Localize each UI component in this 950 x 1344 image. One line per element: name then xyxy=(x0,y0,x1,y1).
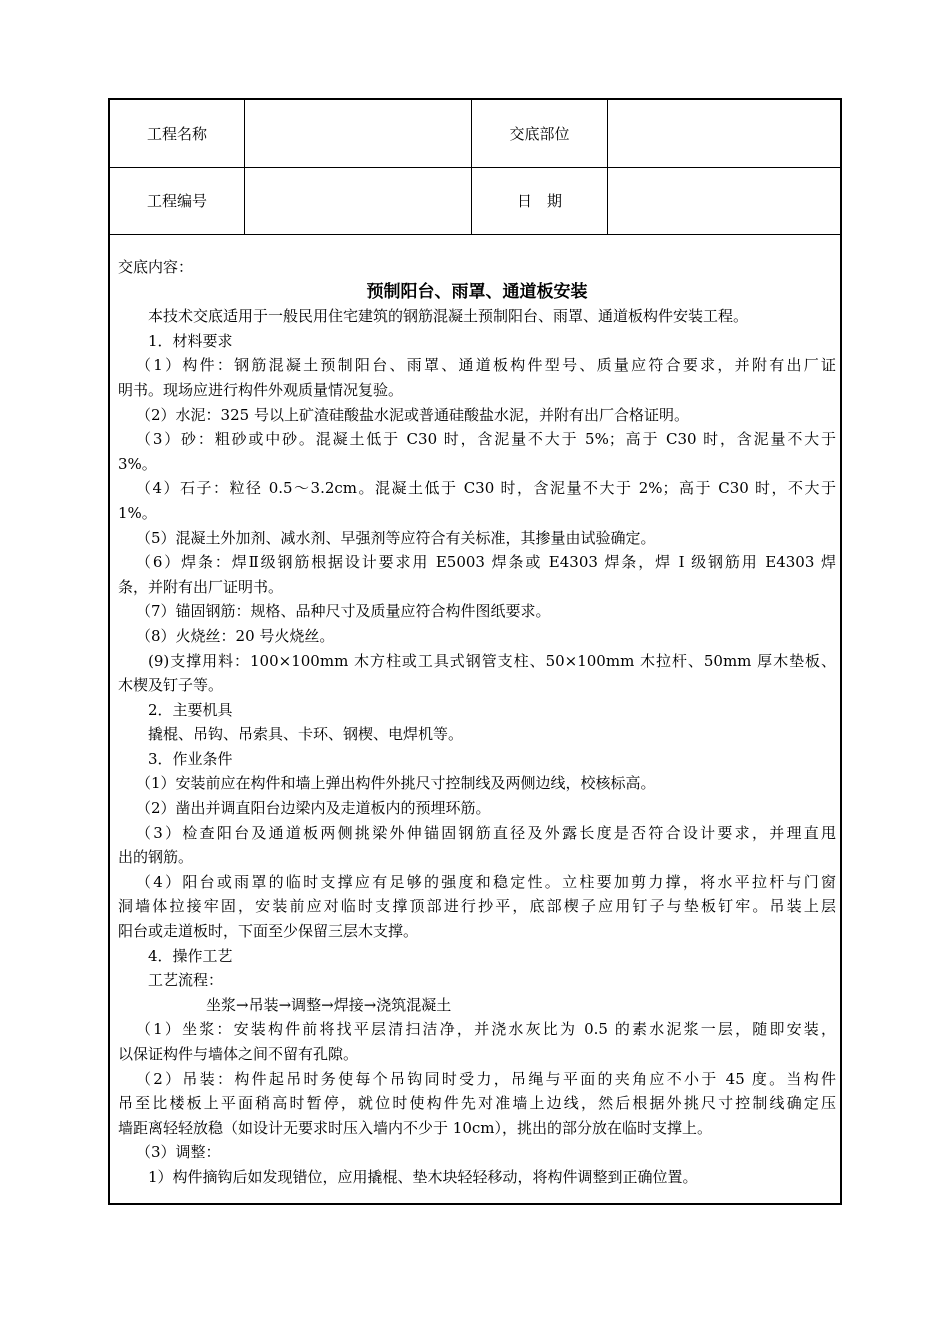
process-flow: 坐浆→吊装→调整→焊接→浇筑混凝土 xyxy=(206,995,452,1014)
header-row-2 xyxy=(110,167,840,235)
content-line: （3）调整： xyxy=(136,1143,221,1162)
content-line: （5）混凝土外加剂、减水剂、早强剂等应符合有关标准，其掺量由试验确定。 xyxy=(136,528,656,547)
content-line: （7）锚固钢筋：规格、品种尺寸及质量应符合构件图纸要求。 xyxy=(136,602,551,621)
content-line: 以保证构件与墙体之间不留有孔隙。 xyxy=(118,1045,359,1063)
date-label: 日 期 xyxy=(472,167,608,234)
content-line: 条，并附有出厂证明书。 xyxy=(118,577,284,596)
document-title: 预制阳台、雨罩、通道板安装 xyxy=(366,281,588,302)
content-line: (9)支撑用料：100×100mm 木方柱或工具式钢管支柱、50×100mm 木拉杆、50mm 厚木垫板、 xyxy=(148,651,836,670)
content-line: （2）水泥：325 号以上矿渣硅酸盐水泥或普通硅酸盐水泥，并附有出厂合格证明。 xyxy=(136,405,689,424)
content-line: 1%。 xyxy=(118,503,157,522)
content-line: 撬棍、吊钩、吊索具、卡环、钢楔、电焊机等。 xyxy=(148,725,464,744)
content-line: 工艺流程： xyxy=(148,971,224,990)
content-line: （2）吊装：构件起吊时务使每个吊钩同时受力，吊绳与平面的夹角应不小于 45 度。当构件 xyxy=(136,1069,836,1088)
content-line: 吊至比楼板上平面稍高时暂停，就位时使构件先对准墙上边线，然后根据外挑尺寸控制线确定压 xyxy=(118,1094,836,1113)
content-line: 3．作业条件 xyxy=(148,749,233,768)
content-line: 1．材料要求 xyxy=(148,331,233,350)
content-line: 墙距离轻轻放稳（如设计无要求时压入墙内不少于 10cm），挑出的部分放在临时支撑上。 xyxy=(118,1118,712,1137)
content-line: （2）凿出并调直阳台边梁内及走道板内的预埋环筋。 xyxy=(136,799,491,818)
disclosure-form xyxy=(108,98,842,1205)
content-line: 1）构件摘钩后如发现错位，应用撬棍、垫木块轻轻移动，将构件调整到正确位置。 xyxy=(148,1167,698,1186)
content-line: 3%。 xyxy=(118,454,157,473)
position-label: 交底部位 xyxy=(472,100,608,167)
content-line: 木楔及钉子等。 xyxy=(118,676,224,695)
content-line: （3）检查阳台及通道板两侧挑梁外伸锚固钢筋直径及外露长度是否符合设计要求，并理直甩 xyxy=(136,823,836,842)
content-line: 出的钢筋。 xyxy=(118,848,194,867)
project-name-field xyxy=(245,100,472,167)
position-field xyxy=(608,100,842,167)
content-line: （4）石子：粒径 0.5～3.2cm。混凝土低于 C30 时，含泥量不大于 2%；高于 C30 时，不大于 xyxy=(136,479,836,498)
header-row-1 xyxy=(110,100,840,168)
content-line: 本技术交底适用于一般民用住宅建筑的钢筋混凝土预制阳台、雨罩、通道板构件安装工程。 xyxy=(148,307,749,326)
disclosure-content xyxy=(118,255,836,1190)
content-line: 明书。现场应进行构件外观质量情况复验。 xyxy=(118,380,404,399)
content-line: （6）焊条：焊Ⅱ级钢筋根据设计要求用 E5003 焊条或 E4303 焊条，焊 I 级钢筋用 E4303 焊 xyxy=(136,553,836,572)
content-line: （8）火烧丝：20 号火烧丝。 xyxy=(136,626,335,645)
project-name-label: 工程名称 xyxy=(110,100,245,167)
content-line: （1）安装前应在构件和墙上弹出构件外挑尺寸控制线及两侧边线，校核标高。 xyxy=(136,774,656,793)
content-line: 2．主要机具 xyxy=(148,700,233,719)
content-line: （1）构件：钢筋混凝土预制阳台、雨罩、通道板构件型号、质量应符合要求，并附有出厂证 xyxy=(136,356,836,375)
content-line: 4．操作工艺 xyxy=(148,946,233,965)
content-line: （1）坐浆：安装构件前将找平层清扫洁净，并浇水灰比为 0.5 的素水泥浆一层，随即安装， xyxy=(136,1020,836,1039)
project-no-label: 工程编号 xyxy=(110,167,245,234)
content-line: （3）砂：粗砂或中砂。混凝土低于 C30 时，含泥量不大于 5%；高于 C30 时，含泥量不大于 xyxy=(136,430,836,449)
content-line: （4）阳台或雨罩的临时支撑应有足够的强度和稳定性。立柱要加剪力撑，将水平拉杆与门窗 xyxy=(136,872,836,891)
content-line: 洞墙体拉接牢固，安装前应对临时支撑顶部进行抄平，底部楔子应用钉子与垫板钉牢。吊装上层 xyxy=(118,897,836,916)
content-intro-label: 交底内容： xyxy=(118,258,194,276)
content-line: 阳台或走道板时，下面至少保留三层木支撑。 xyxy=(118,922,419,941)
date-field xyxy=(608,167,842,234)
project-no-field xyxy=(245,167,472,234)
